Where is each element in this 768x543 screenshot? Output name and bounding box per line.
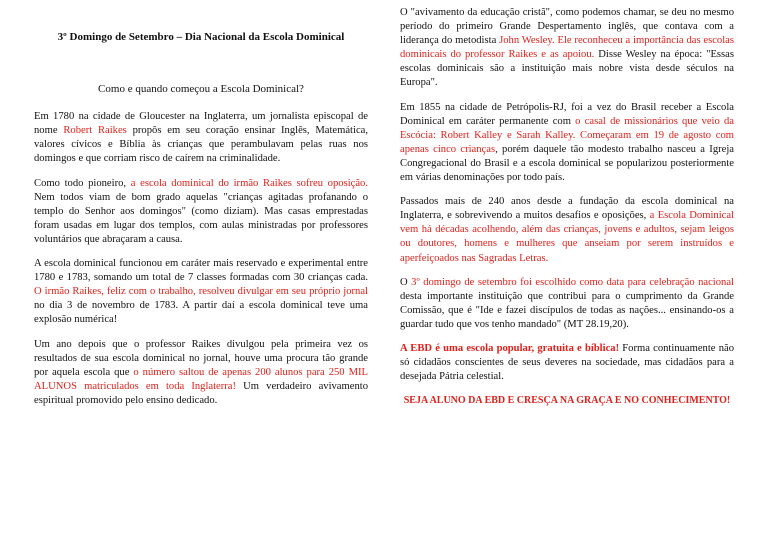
paragraph-brazil [400,101,734,186]
closing-slogan: SEJA ALUNO DA EBD E CRESÇA NA GRAÇA E NO CONHECIMENTO! [403,395,731,407]
paragraph-240-years [400,195,734,265]
text-run: Como todo pioneiro, [34,177,131,189]
text-run: Em 1780 na cidade de Gloucester na Inglaterra, um jornalista episcopal de nome [34,111,368,137]
paragraph-national-day [400,276,734,332]
text-run: Passados mais de 240 anos desde a fundação da escola dominical na Inglaterra, e sobrevivendo a muitos desafios e oposições, [400,196,734,222]
text-run: O irmão Raikes, feliz com o trabalho, resolveu divulgar em seu próprio jornal [34,286,368,298]
left-column [34,0,368,418]
paragraph-revival [34,338,368,408]
text-run: O "avivamento da educação cristã", como podemos chamar, se deu no mesmo período do primeiro Grande Despertamento inglês, que contava com a liderança do metodista [400,7,734,47]
text-run: Um ano depois que o professor Raikes divulgou pela primeira vez os resultados de sua escola dominical no jornal, houve uma procura tão grande por aquela escola que [34,338,368,378]
text-run: a escola dominical do irmão Raikes sofreu oposição. [130,177,368,189]
text-run: no dia 3 de novembro de 1783. A partir daí a escola dominical teve uma explosão numérica! [34,300,368,326]
text-run: 3º domingo de setembro foi escolhido como data para celebração nacional [411,276,734,288]
text-run: desta importante instituição que contribui para o cumprimento da Grande Comissão, que é "Ide e fazei discípulos de todas as nações... ensinando-os a guardar tudo que vos tenho mandado" (MT 28.19,20). [400,290,734,330]
text-run: Robert Raikes [63,125,127,137]
text-run: A escola dominical funcionou em caráter mais reservado e experimental entre 1780 e 1783, somando um total de 7 classes formadas com 30 crianças cada. [34,258,368,284]
text-run: John Wesley. Ele reconheceu a importância das escolas dominicais do professor Raikes e as apoiou. [400,35,735,61]
text-run: Em 1855 na cidade de Petrópolis-RJ, foi a vez do Brasil receber a Escola Dominical em caráter permanente com [400,101,734,127]
text-run: o casal de missionários que veio da Escócia: Robert Kalley e Sarah Kalley. Começaram em 19 de agosto com apenas cinco crianças [400,115,734,155]
paragraph-wesley [400,6,734,91]
text-run: Forma continuamente não só cidadãos conscientes de seus deveres na sociedade, mas cidadãos para a desejada Pátria celestial. [400,342,734,383]
text-run: Nem todos viam de bom grado aquelas "crianças agitadas profanando o templo do Senhor aos domingos" (como diziam). Mas casas emprestadas foram usadas em lugar dos templos, com aulas ministradas por professores voluntários que abraçaram a causa. [34,191,368,245]
paragraph-ebd [400,342,734,384]
text-run: o número saltou de apenas 200 alunos para 250 MIL ALUNOS matriculados em toda Inglaterra! [34,366,368,392]
paragraph-raikes-origin [34,110,368,166]
text-run: Disse Wesley na época: "Essas escolas dominicais são a instituição mais nobre vista desde séculos na Europa". [400,49,734,89]
text-run: A EBD é uma escola popular, gratuita e bíblica! [400,342,620,354]
text-run: propôs em seu coração ensinar Inglês, Matemática, valores cívicos e Bíblia às crianças que perambulavam pelas ruas nos domingos e que corriam risco de caírem na criminalidade. [34,125,368,165]
text-run: , porém daquele tão modesto trabalho nasceu a Igreja Congregacional do Brasil e a escola dominical se popularizou posteriormente em várias denominações por todo país. [400,143,734,184]
text-run: Um verdadeiro avivamento espiritual promovido pelo ensino dedicado. [34,380,368,406]
flyer-title: 3º Domingo de Setembro – Dia Nacional da Escola Dominical [57,31,345,43]
text-run: O [400,276,412,288]
right-column [400,0,734,408]
section-question: Como e quando começou a Escola Dominical? [98,83,304,96]
text-run: a Escola Dominical vem há décadas acolhendo, além das crianças, jovens e adultos, sejam leigos ou doutores, homens e mulheres que anseiam por serem instruídos e aperfeiçoados nas Sagradas Letras. [400,210,734,264]
paragraph-growth [34,257,368,327]
paragraph-opposition [34,177,368,247]
